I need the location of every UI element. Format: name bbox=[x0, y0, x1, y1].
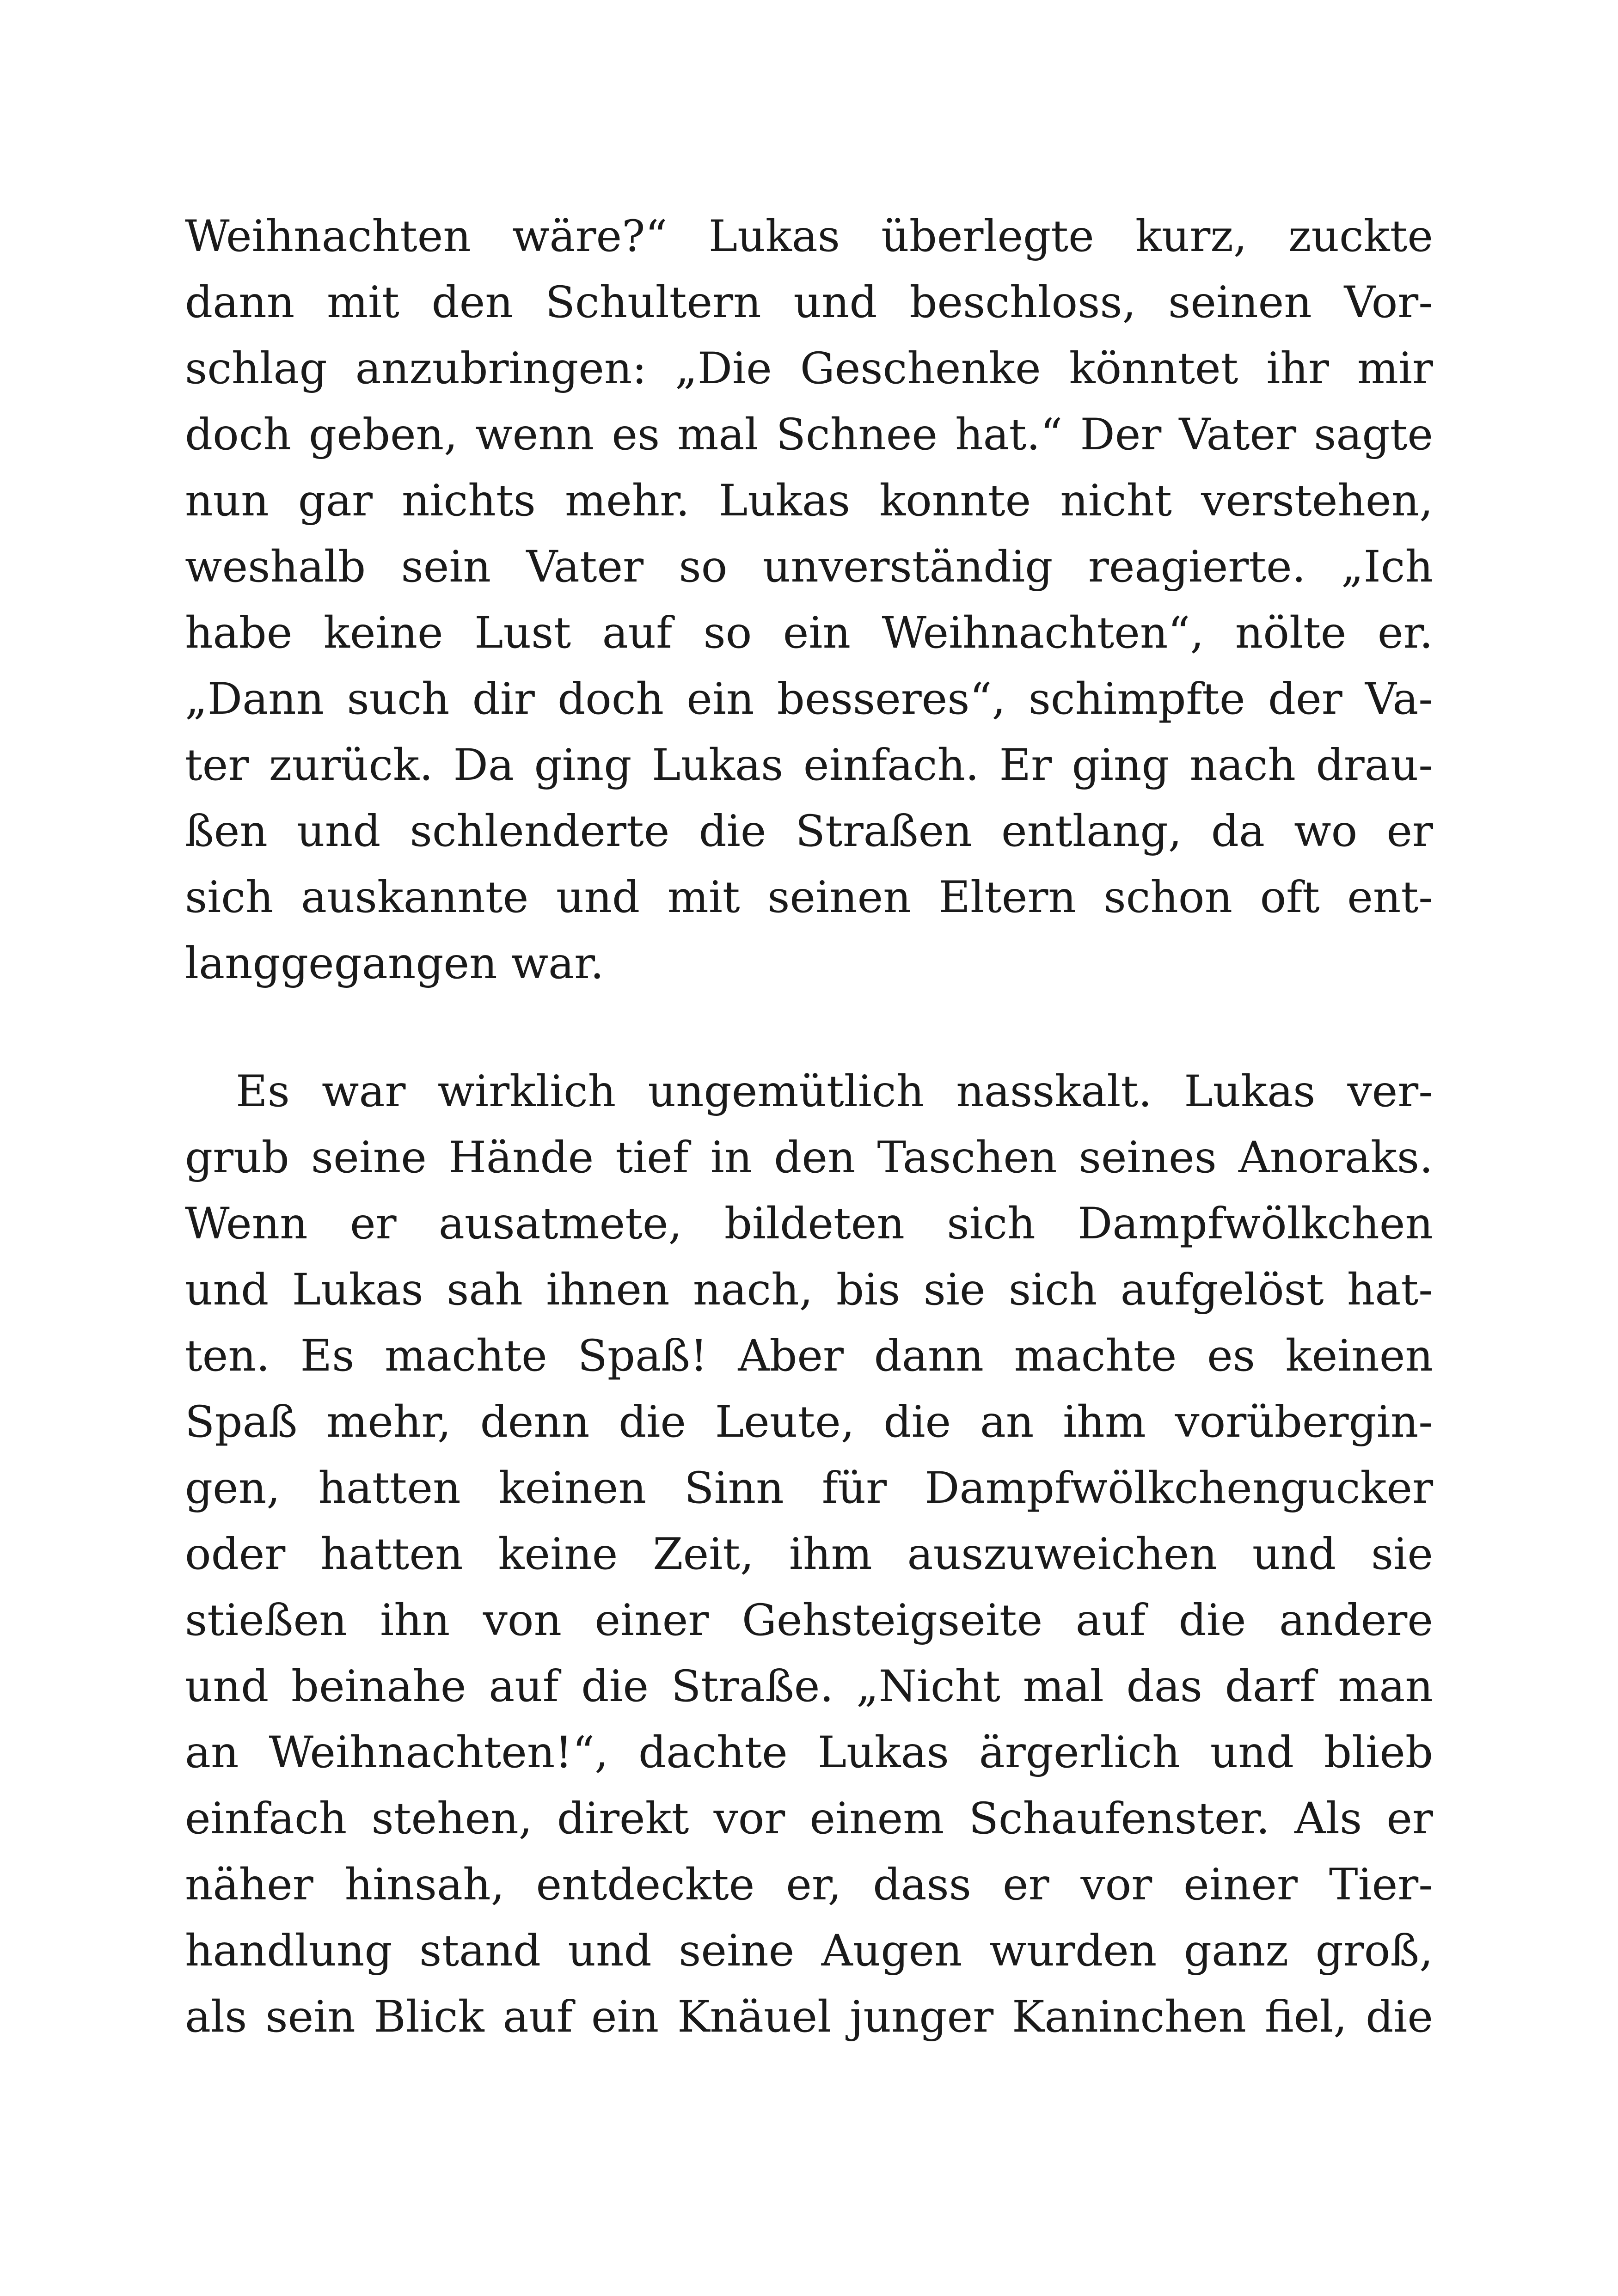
text-line: Wenn er ausatmete, bildeten sich Dampfwölkchen bbox=[185, 1199, 1433, 1249]
text-line: schlag anzubringen: „Die Geschenke könntet ihr mir bbox=[185, 343, 1433, 394]
text-line: weshalb sein Vater so unverständig reagierte. „Ich bbox=[185, 542, 1433, 592]
text-line: und beinahe auf die Straße. „Nicht mal das darf man bbox=[185, 1661, 1433, 1712]
text-line: grub seine Hände tief in den Taschen seines Anoraks. bbox=[185, 1133, 1433, 1183]
text-line: habe keine Lust auf so ein Weihnachten“, nölte er. bbox=[185, 608, 1433, 658]
text-line: Es war wirklich ungemütlich nasskalt. Lukas ver- bbox=[236, 1066, 1433, 1117]
text-line: doch geben, wenn es mal Schnee hat.“ Der Vater sagte bbox=[185, 410, 1433, 460]
text-line: einfach stehen, direkt vor einem Schaufenster. Als er bbox=[185, 1794, 1433, 1844]
text-line: Spaß mehr, denn die Leute, die an ihm vorübergin- bbox=[185, 1397, 1433, 1447]
text-line: näher hinsah, entdeckte er, dass er vor einer Tier- bbox=[185, 1860, 1433, 1910]
paragraph-1 bbox=[185, 203, 1433, 997]
text-line: gen, hatten keinen Sinn für Dampfwölkchengucker bbox=[185, 1463, 1433, 1513]
text-line: dann mit den Schultern und beschloss, seinen Vor- bbox=[185, 277, 1433, 328]
text-line: und Lukas sah ihnen nach, bis sie sich aufgelöst hat- bbox=[185, 1265, 1433, 1315]
text-line: nun gar nichts mehr. Lukas konnte nicht verstehen, bbox=[185, 476, 1433, 526]
text-line: handlung stand und seine Augen wurden ganz groß, bbox=[185, 1926, 1433, 1976]
text-line: als sein Blick auf ein Knäuel junger Kaninchen fiel, die bbox=[185, 1992, 1433, 2042]
text-line: sich auskannte und mit seinen Eltern schon oft ent- bbox=[185, 872, 1433, 923]
text-line: ter zurück. Da ging Lukas einfach. Er ging nach drau- bbox=[185, 740, 1433, 790]
text-line: oder hatten keine Zeit, ihm auszuweichen und sie bbox=[185, 1529, 1433, 1580]
text-line: stießen ihn von einer Gehsteigseite auf die andere bbox=[185, 1595, 1433, 1646]
text-line: ßen und schlenderte die Straßen entlang, da wo er bbox=[185, 806, 1433, 857]
text-line: „Dann such dir doch ein besseres“, schimpfte der Va- bbox=[185, 674, 1433, 724]
paragraph-2 bbox=[185, 1059, 1433, 2050]
text-line: an Weihnachten!“, dachte Lukas ärgerlich und blieb bbox=[185, 1727, 1433, 1778]
text-line: langgegangen war. bbox=[185, 938, 604, 989]
text-line: ten. Es machte Spaß! Aber dann machte es keinen bbox=[185, 1331, 1433, 1381]
text-line: Weihnachten wäre?“ Lukas überlegte kurz, zuckte bbox=[185, 211, 1433, 262]
